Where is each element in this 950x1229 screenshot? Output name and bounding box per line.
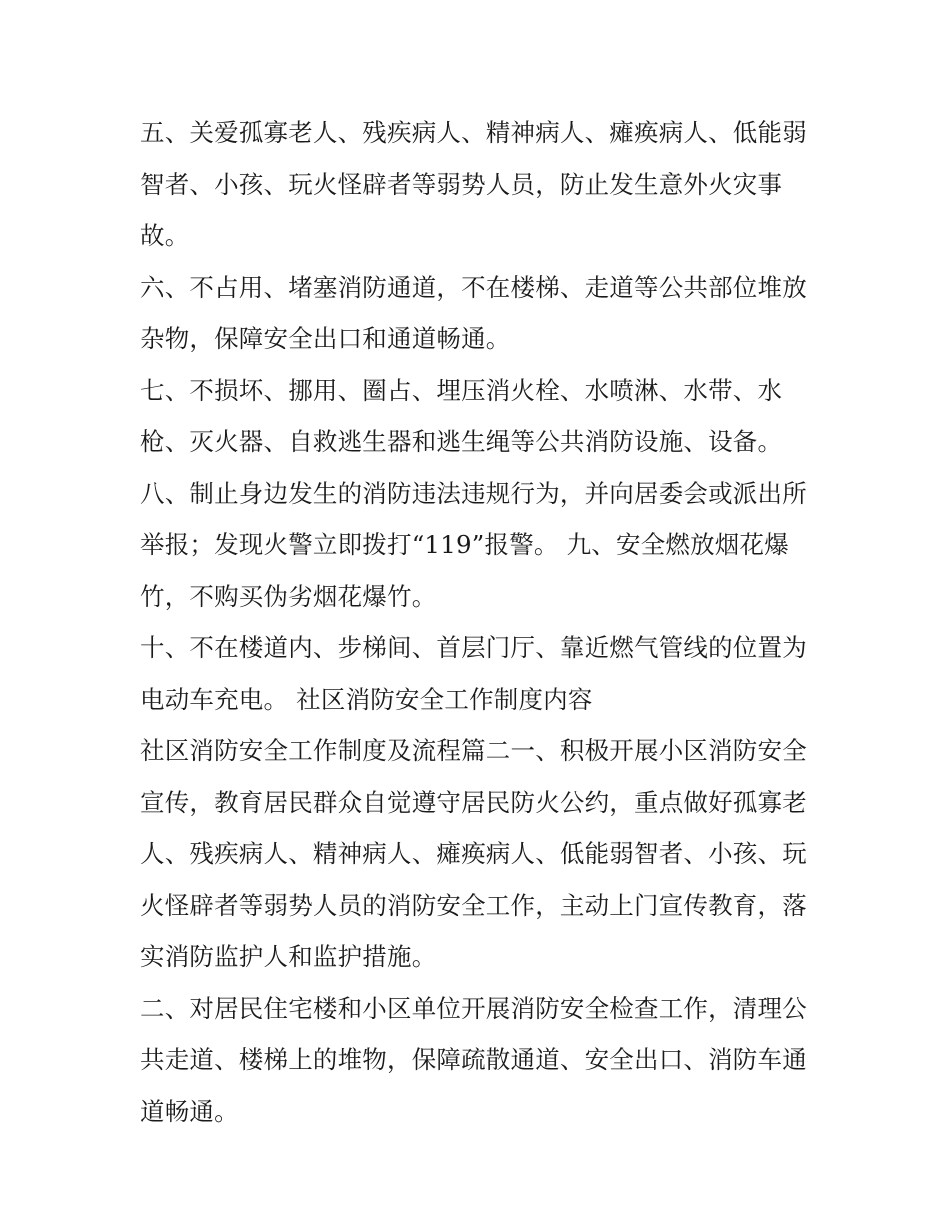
paragraph-eight-nine: 八、制止身边发生的消防违法违规行为，并向居委会或派出所举报；发现火警立即拨打“119”报警。 九、安全燃放烟花爆竹，不购买伪劣烟花爆竹。 [140, 478, 807, 611]
paragraph-ten: 十、不在楼道内、步梯间、首层门厅、靠近燃气管线的位置为电动车充电。 社区消防安全工作制度内容 [140, 633, 807, 714]
paragraph-five: 五、关爱孤寡老人、残疾病人、精神病人、瘫痪病人、低能弱智者、小孩、玩火怪辟者等弱势人员，防止发生意外火灾事故。 [140, 118, 807, 250]
paragraph-six: 六、不占用、堵塞消防通道，不在楼梯、走道等公共部位堆放杂物，保障安全出口和通道畅通。 [140, 272, 807, 353]
document-body [140, 107, 820, 1137]
paragraph-part-two-two: 二、对居民住宅楼和小区单位开展消防安全检查工作，清理公共走道、楼梯上的堆物，保障疏散通道、安全出口、消防车通道畅通。 [140, 993, 807, 1126]
paragraph-seven: 七、不损坏、挪用、圈占、埋压消火栓、水喷淋、水带、水枪、灭火器、自救逃生器和逃生绳等公共消防设施、设备。 [140, 375, 783, 456]
paragraph-part-two-one: 社区消防安全工作制度及流程篇二一、积极开展小区消防安全宣传，教育居民群众自觉遵守居民防火公约，重点做好孤寡老人、残疾病人、精神病人、瘫痪病人、低能弱智者、小孩、玩火怪辟者等弱势人员的消防安全工作，主动上门宣传教育，落实消防监护人和监护措施。 [140, 736, 807, 971]
